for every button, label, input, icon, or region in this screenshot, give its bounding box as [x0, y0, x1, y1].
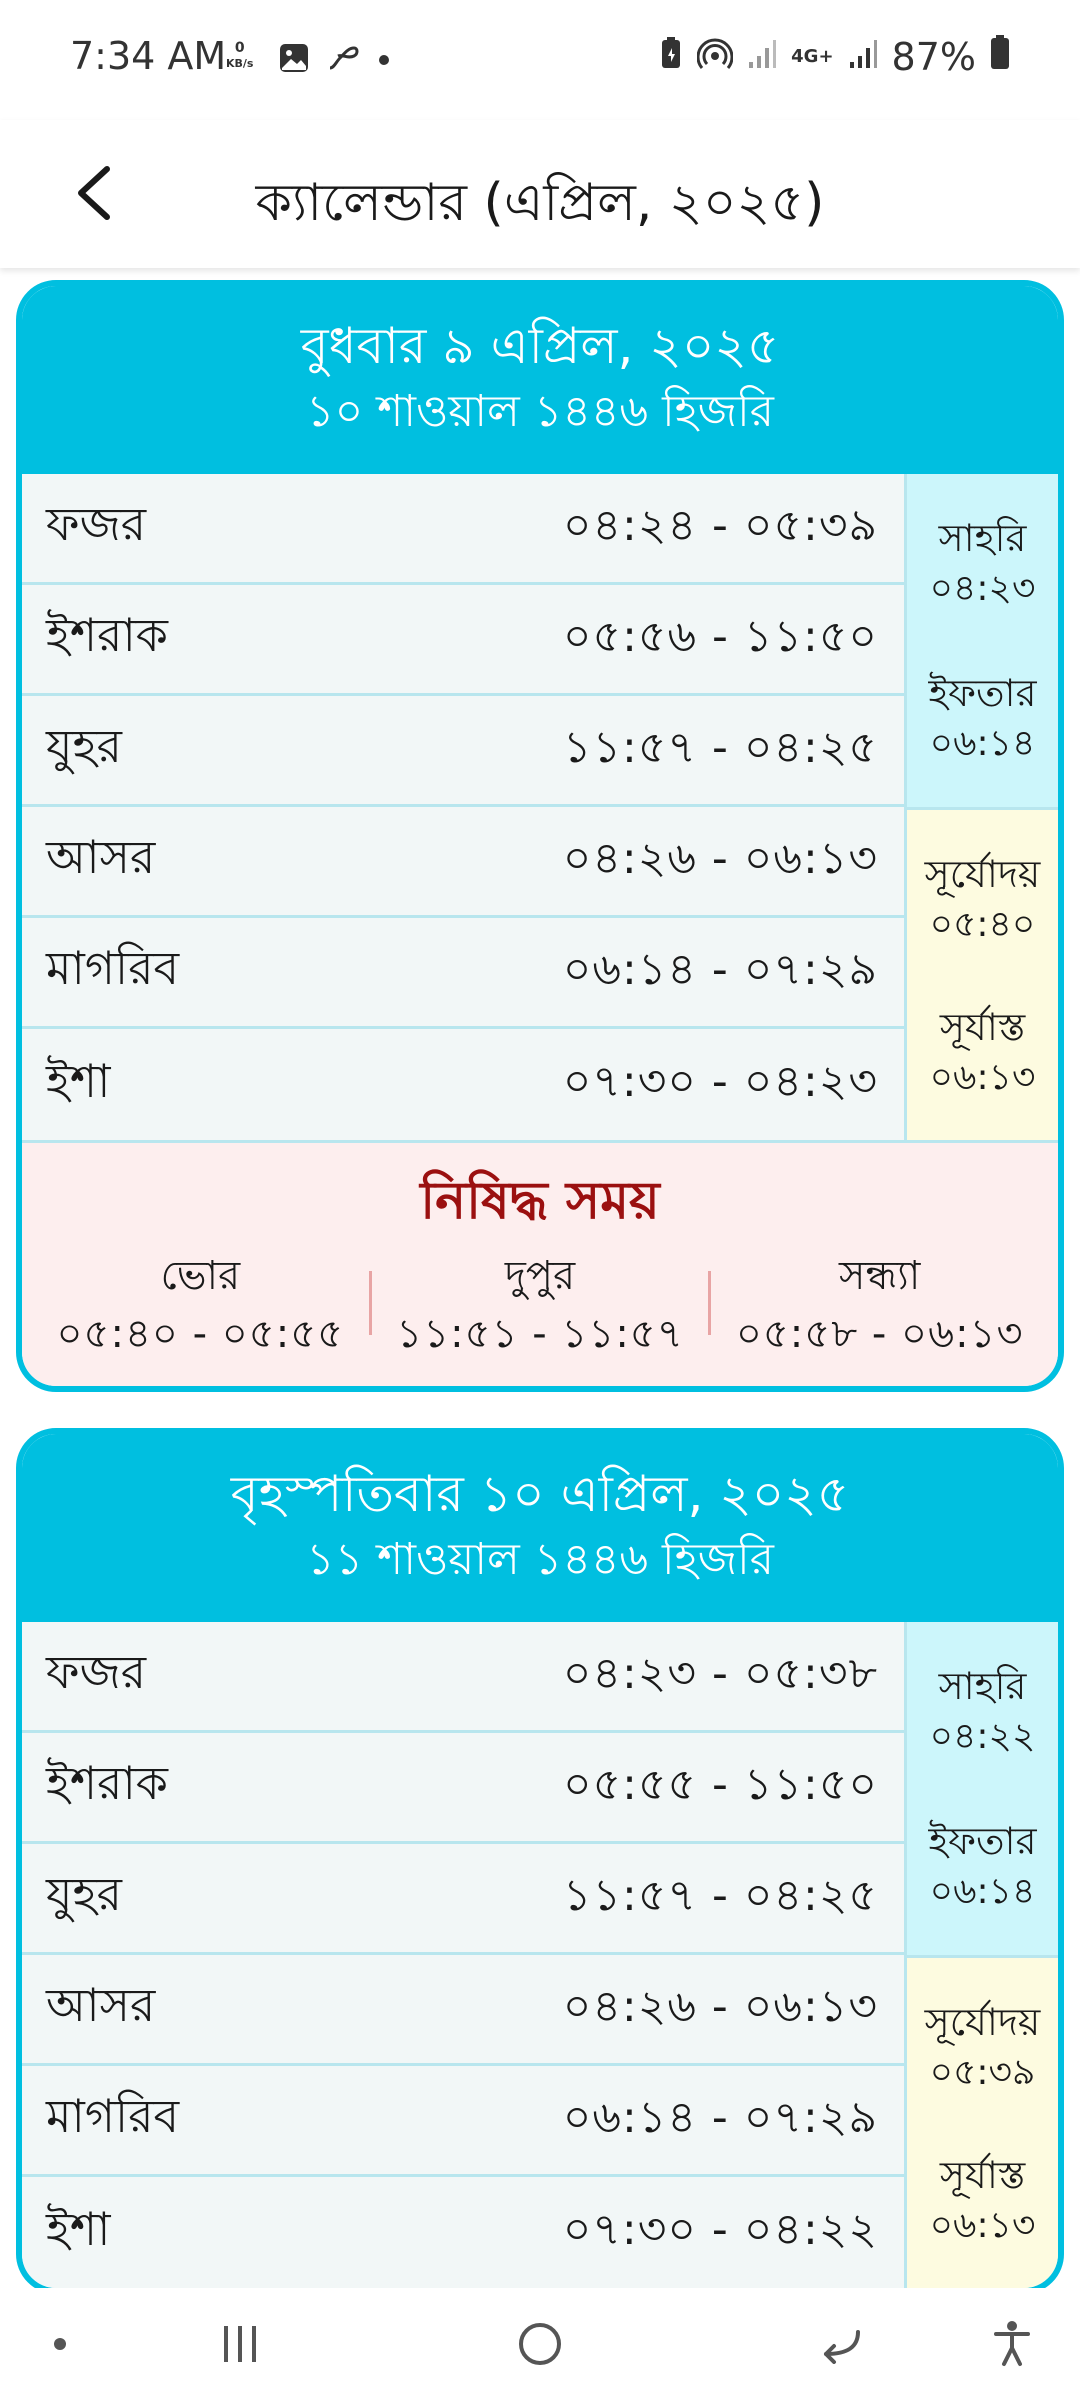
home-icon — [516, 2320, 564, 2368]
prayer-time: ১১:৫৭ - ০৪:২৫ — [562, 721, 878, 773]
forbidden-title: নিষিদ্ধ সময় — [420, 1171, 660, 1231]
iftar-label: ইফতার — [928, 1818, 1037, 1863]
signal-icon-2 — [848, 35, 878, 79]
network-speed-unit: KB/s — [226, 57, 254, 70]
forbidden-dawn-label: ভোর — [160, 1253, 241, 1299]
sunset-time: ০৬:১৩ — [929, 1056, 1036, 1098]
sahri-iftar-box — [907, 1622, 1058, 1955]
prayer-time: ০৬:১৪ - ০৭:২৯ — [562, 943, 878, 995]
iftar-item — [929, 667, 1037, 769]
prayer-time: ০৪:২৬ - ০৬:১৩ — [562, 832, 878, 884]
side-column — [904, 1622, 1058, 2288]
prayer-row — [22, 918, 904, 1029]
prayer-name: আসর — [46, 830, 156, 884]
prayer-name: ইশরাক — [46, 1756, 168, 1810]
sahri-label: সাহরি — [938, 1664, 1027, 1709]
forbidden-evening-label: সন্ধ্যা — [839, 1253, 921, 1299]
calendar-list[interactable] — [0, 268, 1080, 2288]
app-bar — [0, 120, 1080, 268]
link-icon — [326, 42, 362, 78]
card-body — [22, 474, 1058, 1140]
network-speed-value: 0 — [234, 40, 245, 56]
accessibility-icon — [992, 2320, 1032, 2368]
prayer-row — [22, 1844, 904, 1955]
prayer-name: যুহর — [46, 1867, 122, 1921]
prayer-time: ১১:৫৭ - ০৪:২৫ — [562, 1869, 878, 1921]
prayer-name: ইশা — [46, 2201, 111, 2256]
forbidden-evening — [711, 1247, 1048, 1363]
sunrise-item — [925, 848, 1041, 950]
prayer-row — [22, 1029, 904, 1140]
iftar-time: ০৬:১৪ — [929, 1870, 1036, 1912]
sunrise-sunset-box — [907, 1955, 1058, 2288]
forbidden-times — [22, 1140, 1058, 1386]
sunset-item — [930, 1001, 1036, 1103]
sunrise-label: সূর্যোদয় — [924, 1999, 1041, 2044]
sahri-item — [930, 1660, 1036, 1762]
sahri-time: ০৪:২৩ — [929, 568, 1036, 610]
prayer-time: ০৫:৫৬ - ১১:৫০ — [562, 610, 878, 662]
prayer-row — [22, 696, 904, 807]
system-icons — [659, 34, 1010, 79]
card-date: বুধবার ৯ এপ্রিল, ২০২৫ — [300, 317, 780, 375]
forbidden-dawn-time: ০৫:৪০ - ০৫:৫৫ — [56, 1311, 345, 1357]
card-hijri-date: ১০ শাওয়াল ১৪৪৬ হিজরি — [306, 386, 774, 437]
forbidden-dawn — [32, 1247, 369, 1363]
prayer-name: আসর — [46, 1978, 156, 2032]
card-header — [22, 1434, 1058, 1622]
prayer-name: মাগরিব — [46, 2089, 180, 2143]
signal-icon — [747, 35, 777, 79]
prayer-time: ০৪:২৬ - ০৬:১৩ — [562, 1980, 878, 2032]
navigation-bar — [0, 2288, 1080, 2400]
prayer-row — [22, 1622, 904, 1733]
forbidden-noon-time: ১১:৫১ - ১১:৫৭ — [396, 1311, 684, 1357]
sahri-item — [930, 512, 1036, 614]
prayer-row — [22, 2177, 904, 2288]
prayer-row — [22, 2066, 904, 2177]
prayer-time: ০৪:২৪ - ০৫:৩৯ — [562, 499, 878, 551]
card-date: বৃহস্পতিবার ১০ এপ্রিল, ২০২৫ — [230, 1465, 850, 1523]
prayer-name: ফজর — [46, 497, 147, 551]
prayer-name: ফজর — [46, 1645, 147, 1699]
gallery-icon — [278, 42, 310, 78]
card-body — [22, 1622, 1058, 2288]
sunrise-sunset-box — [907, 807, 1058, 1140]
network-type: 4G+ — [791, 46, 834, 67]
sunrise-label: সূর্যোদয় — [924, 851, 1041, 896]
prayer-time: ০৪:২৩ - ০৫:৩৮ — [562, 1647, 878, 1699]
card-hijri-date: ১১ শাওয়াল ১৪৪৬ হিজরি — [306, 1534, 774, 1585]
prayer-name: ইশা — [46, 1053, 111, 1108]
back-gesture-icon — [818, 2324, 862, 2364]
recents-icon — [220, 2322, 260, 2366]
accessibility-button[interactable] — [972, 2312, 1052, 2376]
battery-percent: 87% — [891, 34, 976, 79]
prayer-list — [22, 474, 904, 1140]
prayer-time: ০৭:৩০ - ০৪:২৩ — [562, 1056, 878, 1107]
card-header — [22, 286, 1058, 474]
sahri-iftar-box — [907, 474, 1058, 807]
prayer-time: ০৬:১৪ - ০৭:২৯ — [562, 2091, 878, 2143]
network-speed — [226, 40, 253, 72]
sunset-time: ০৬:১৩ — [929, 2204, 1036, 2246]
recents-button[interactable] — [200, 2312, 280, 2376]
hotspot-icon — [697, 35, 733, 79]
forbidden-columns — [22, 1239, 1058, 1363]
prayer-row — [22, 807, 904, 918]
page-title: ক্যালেন্ডার (এপ্রিল, ২০২৫) — [255, 173, 825, 233]
sahri-label: সাহরি — [938, 516, 1027, 561]
home-button[interactable] — [500, 2312, 580, 2376]
sunset-item — [930, 2149, 1036, 2251]
prayer-name: ইশরাক — [46, 608, 168, 662]
day-card — [16, 1428, 1064, 2288]
sunrise-time: ০৫:৪০ — [929, 903, 1036, 945]
notification-icons — [278, 42, 390, 78]
forbidden-evening-time: ০৫:৫৮ - ০৬:১৩ — [735, 1311, 1024, 1357]
dot-icon — [53, 2337, 67, 2351]
iftar-time: ০৬:১৪ — [929, 722, 1036, 764]
prayer-name: মাগরিব — [46, 941, 180, 995]
prayer-time: ০৭:৩০ - ০৪:২২ — [562, 2204, 878, 2255]
iftar-label: ইফতার — [928, 670, 1037, 715]
prayer-time: ০৫:৫৫ - ১১:৫০ — [562, 1758, 878, 1810]
sahri-time: ০৪:২২ — [929, 1716, 1036, 1758]
prayer-row — [22, 585, 904, 696]
battery-icon — [990, 34, 1010, 79]
nav-dot[interactable] — [40, 2312, 80, 2376]
forbidden-noon — [372, 1247, 709, 1363]
side-column — [904, 474, 1058, 1140]
sunrise-time: ০৫:৩৯ — [929, 2051, 1036, 2093]
status-bar — [0, 0, 1080, 120]
prayer-name: যুহর — [46, 719, 122, 773]
forbidden-noon-label: দুপুর — [504, 1253, 576, 1299]
sunrise-item — [925, 1996, 1041, 2098]
battery-saver-icon — [659, 35, 683, 79]
prayer-row — [22, 1733, 904, 1844]
sunset-label: সূর্যাস্ত — [939, 2152, 1026, 2197]
iftar-item — [929, 1815, 1037, 1917]
dot-icon — [378, 51, 390, 70]
prayer-row — [22, 474, 904, 585]
day-card — [16, 280, 1064, 1392]
status-time: 7:34 AM — [70, 34, 227, 78]
back-gesture-button[interactable] — [800, 2312, 880, 2376]
prayer-row — [22, 1955, 904, 2066]
sunset-label: সূর্যাস্ত — [939, 1004, 1026, 1049]
prayer-list — [22, 1622, 904, 2288]
